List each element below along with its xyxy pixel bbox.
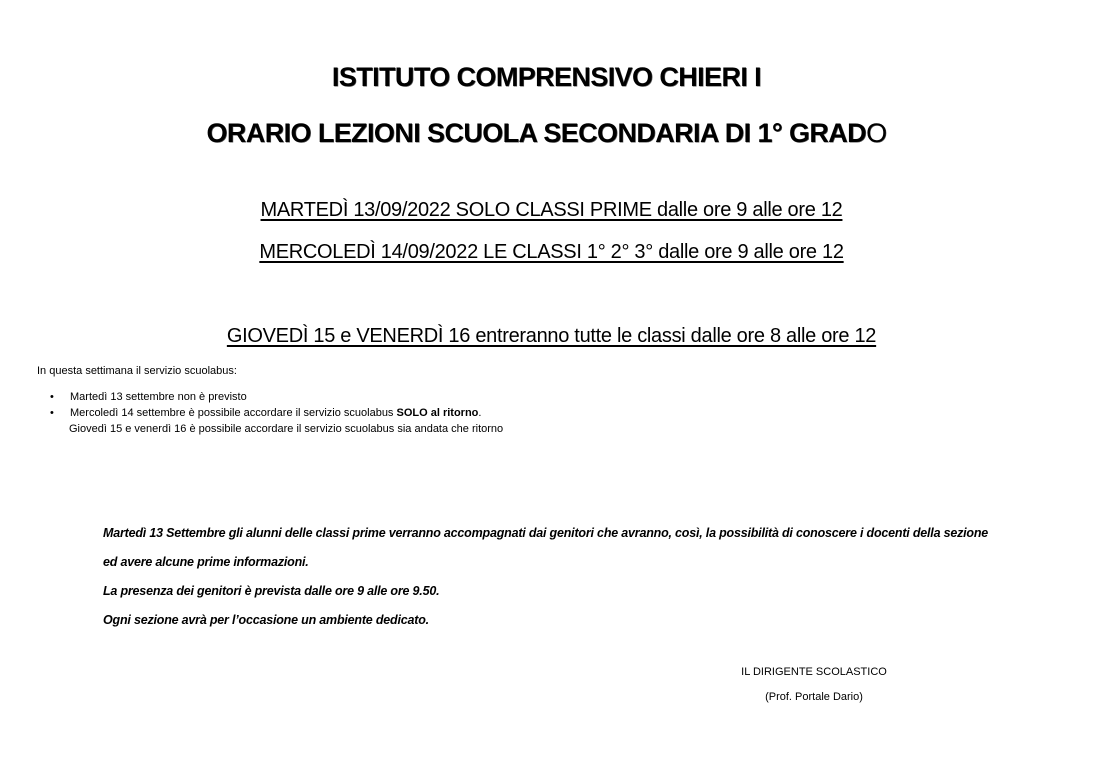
note-line-2: ed avere alcune prime informazioni.: [103, 555, 309, 569]
note-line-1: Martedì 13 Settembre gli alunni delle classi prime verranno accompagnati dai genitori che avranno, così, la possibilità di conoscere i docenti della sezione: [103, 526, 989, 540]
schedule-line-thursday-friday: GIOVEDÌ 15 e VENERDÌ 16 entreranno tutte le classi dalle ore 8 alle ore 12: [226, 325, 877, 347]
schedule-line-tuesday: MARTEDÌ 13/09/2022 SOLO CLASSI PRIME dalle ore 9 alle ore 12: [260, 199, 843, 221]
bus-service-item: [38, 405, 481, 421]
bus-service-item-text-end: .: [478, 407, 482, 419]
schedule-line-wednesday: MERCOLEDÌ 14/09/2022 LE CLASSI 1° 2° 3° dalle ore 9 alle ore 12: [259, 241, 844, 263]
bus-service-item-text: Mercoledì 14 settembre è possibile accordare il servizio scuolabus: [70, 407, 397, 419]
bus-service-item-emphasis: SOLO al ritorno: [396, 407, 479, 419]
bus-service-continuation: Giovedì 15 e venerdì 16 è possibile accordare il servizio scuolabus sia andata che ritorno: [69, 423, 504, 435]
note-line-3: La presenza dei genitori è prevista dalle ore 9 alle ore 9.50.: [103, 584, 440, 598]
bullet-icon: •: [50, 407, 54, 419]
signature-name: (Prof. Portale Dario): [765, 691, 863, 703]
school-name: ISTITUTO COMPRENSIVO CHIERI I: [331, 62, 762, 92]
bus-service-item: [38, 389, 481, 405]
bus-service-list: [38, 389, 481, 421]
bus-service-item-text: Martedì 13 settembre non è previsto: [70, 391, 247, 403]
schedule-title: [0, 118, 1093, 149]
signature-role: IL DIRIGENTE SCOLASTICO: [741, 666, 887, 678]
note-line-4: Ogni sezione avrà per l’occasione un ambiente dedicato.: [103, 613, 429, 627]
schedule-title-last-char: O: [866, 118, 887, 148]
bus-service-intro: In questa settimana il servizio scuolabus:: [37, 365, 237, 377]
bullet-icon: •: [50, 391, 54, 403]
schedule-title-main: ORARIO LEZIONI SCUOLA SECONDARIA DI 1° GRAD: [206, 118, 867, 148]
